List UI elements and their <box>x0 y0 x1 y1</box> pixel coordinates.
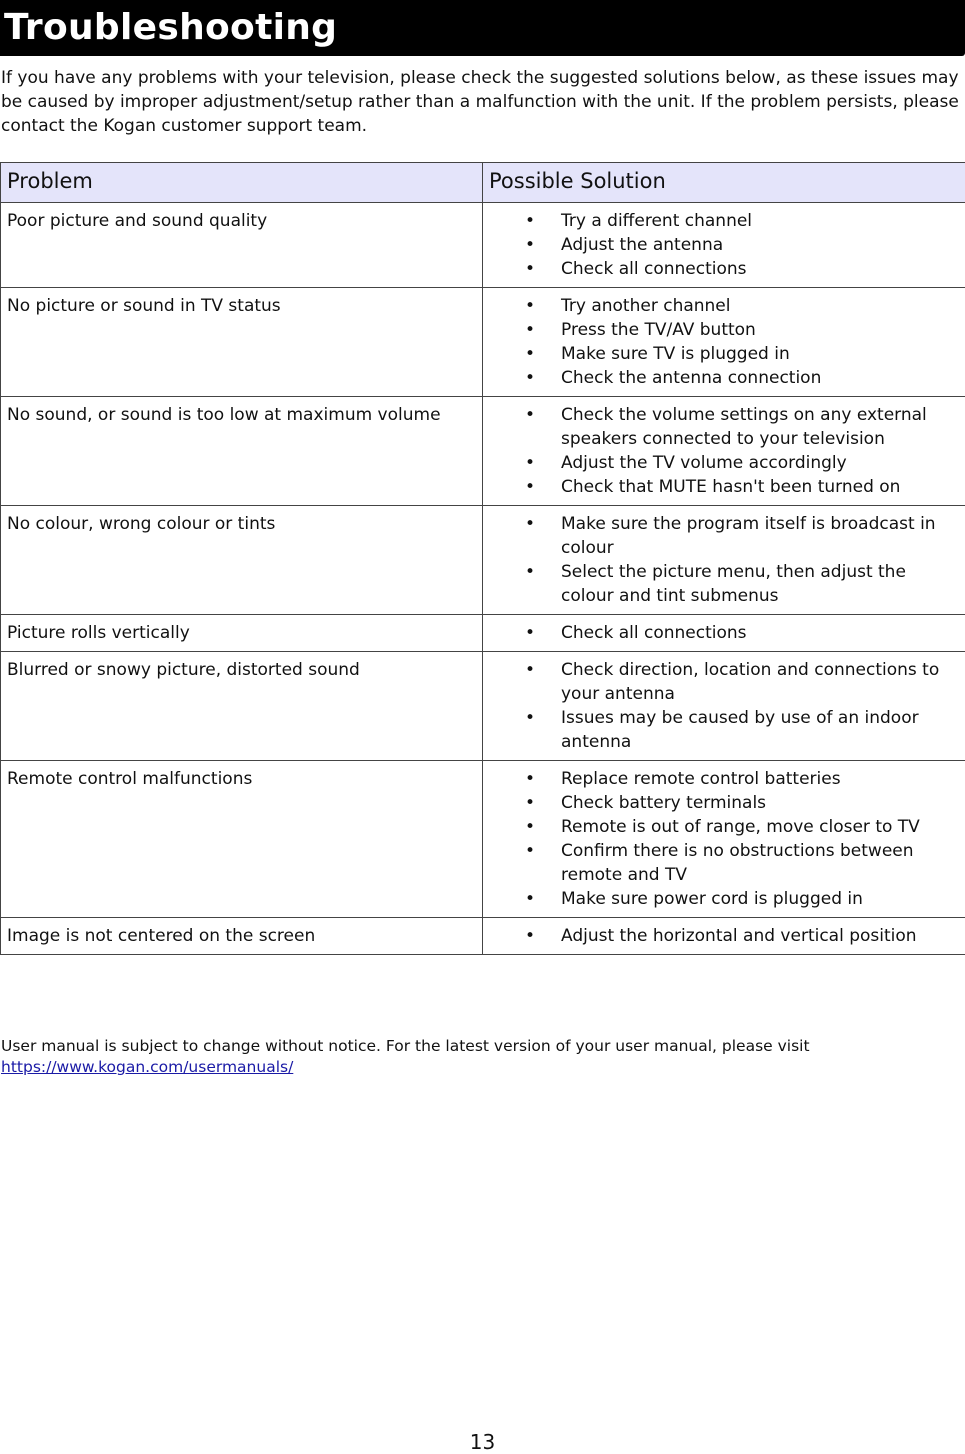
bullet-icon: • <box>525 318 535 342</box>
solution-item <box>483 209 961 233</box>
solution-text: Select the picture menu, then adjust the colour and tint submenus <box>561 562 906 606</box>
solution-item <box>483 475 961 499</box>
solution-text: Adjust the horizontal and vertical position <box>561 926 917 946</box>
solution-cell <box>483 615 965 652</box>
problem-cell: Image is not centered on the screen <box>1 918 483 955</box>
solution-item <box>483 815 961 839</box>
table-row <box>1 652 965 761</box>
bullet-icon: • <box>525 512 535 536</box>
problem-cell: Remote control malfunctions <box>1 761 483 918</box>
solution-text: Try a different channel <box>561 211 752 231</box>
bullet-icon: • <box>525 924 535 948</box>
solution-text: Adjust the TV volume accordingly <box>561 453 847 473</box>
problem-cell: Blurred or snowy picture, distorted sound <box>1 652 483 761</box>
solution-item <box>483 658 961 706</box>
bullet-icon: • <box>525 209 535 233</box>
bullet-icon: • <box>525 839 535 863</box>
solution-text: Issues may be caused by use of an indoor antenna <box>561 708 919 752</box>
bullet-icon: • <box>525 560 535 584</box>
solution-item <box>483 839 961 887</box>
solution-list <box>483 403 961 499</box>
problem-cell: Poor picture and sound quality <box>1 203 483 288</box>
solution-list <box>483 512 961 608</box>
solution-text: Check the volume settings on any external speakers connected to your television <box>561 405 927 449</box>
table-row <box>1 397 965 506</box>
solution-text: Remote is out of range, move closer to TV <box>561 817 920 837</box>
problem-cell: No colour, wrong colour or tints <box>1 506 483 615</box>
solution-cell <box>483 918 965 955</box>
solution-text: Adjust the antenna <box>561 235 723 255</box>
solution-text: Check that MUTE hasn't been turned on <box>561 477 900 497</box>
solution-text: Check battery terminals <box>561 793 766 813</box>
bullet-icon: • <box>525 233 535 257</box>
bullet-icon: • <box>525 294 535 318</box>
solution-cell <box>483 761 965 918</box>
solution-text: Check the antenna connection <box>561 368 821 388</box>
bullet-icon: • <box>525 791 535 815</box>
problem-cell: Picture rolls vertically <box>1 615 483 652</box>
solution-cell <box>483 203 965 288</box>
solution-item <box>483 560 961 608</box>
bullet-icon: • <box>525 342 535 366</box>
section-title-bar <box>0 0 965 56</box>
solution-text: Check direction, location and connections to your antenna <box>561 660 939 704</box>
solution-item <box>483 318 961 342</box>
solution-text: Make sure the program itself is broadcast in colour <box>561 514 936 558</box>
problem-column-header: Problem <box>1 163 483 203</box>
solution-cell <box>483 506 965 615</box>
solution-text: Replace remote control batteries <box>561 769 841 789</box>
solution-list <box>483 767 961 911</box>
solution-item <box>483 706 961 754</box>
solution-item <box>483 294 961 318</box>
solution-list <box>483 658 961 754</box>
solution-item <box>483 451 961 475</box>
table-row <box>1 203 965 288</box>
table-row <box>1 288 965 397</box>
bullet-icon: • <box>525 815 535 839</box>
page-number: 13 <box>0 1430 965 1454</box>
bullet-icon: • <box>525 621 535 645</box>
solution-text: Press the TV/AV button <box>561 320 756 340</box>
bullet-icon: • <box>525 451 535 475</box>
solution-item <box>483 767 961 791</box>
solution-cell <box>483 288 965 397</box>
solution-text: Make sure TV is plugged in <box>561 344 790 364</box>
solution-text: Try another channel <box>561 296 731 316</box>
intro-paragraph: If you have any problems with your television, please check the suggested solutions below, as these issues may be caused by improper adjustment/setup rather than a malfunction with the unit. If the problem persists, please contact the Kogan customer support team. <box>1 66 961 138</box>
bullet-icon: • <box>525 887 535 911</box>
solution-item <box>483 791 961 815</box>
solution-item <box>483 887 961 911</box>
bullet-icon: • <box>525 767 535 791</box>
bullet-icon: • <box>525 475 535 499</box>
table-row <box>1 506 965 615</box>
solution-cell <box>483 652 965 761</box>
solution-item <box>483 403 961 451</box>
solution-list <box>483 924 961 948</box>
footer-note-text: User manual is subject to change without notice. For the latest version of your user manual, please visit <box>1 1037 810 1055</box>
solution-item <box>483 924 961 948</box>
problem-cell: No sound, or sound is too low at maximum volume <box>1 397 483 506</box>
bullet-icon: • <box>525 658 535 682</box>
table-row <box>1 761 965 918</box>
solution-item <box>483 512 961 560</box>
table-row <box>1 918 965 955</box>
solution-item <box>483 257 961 281</box>
solution-item <box>483 621 961 645</box>
footer-note <box>1 1036 961 1078</box>
user-manuals-link[interactable]: https://www.kogan.com/usermanuals/ <box>1 1058 293 1076</box>
troubleshooting-table-body <box>1 203 965 955</box>
bullet-icon: • <box>525 403 535 427</box>
table-row <box>1 615 965 652</box>
solution-list <box>483 621 961 645</box>
table-header-row <box>1 163 965 203</box>
solution-item <box>483 233 961 257</box>
solution-list <box>483 209 961 281</box>
solution-item <box>483 366 961 390</box>
solution-cell <box>483 397 965 506</box>
bullet-icon: • <box>525 706 535 730</box>
bullet-icon: • <box>525 366 535 390</box>
troubleshooting-table <box>0 162 965 955</box>
solution-text: Confirm there is no obstructions between remote and TV <box>561 841 914 885</box>
solution-column-header: Possible Solution <box>483 163 965 203</box>
solution-list <box>483 294 961 390</box>
page-title: Troubleshooting <box>4 6 337 50</box>
solution-text: Make sure power cord is plugged in <box>561 889 863 909</box>
bullet-icon: • <box>525 257 535 281</box>
solution-text: Check all connections <box>561 259 747 279</box>
solution-item <box>483 342 961 366</box>
problem-cell: No picture or sound in TV status <box>1 288 483 397</box>
solution-text: Check all connections <box>561 623 747 643</box>
